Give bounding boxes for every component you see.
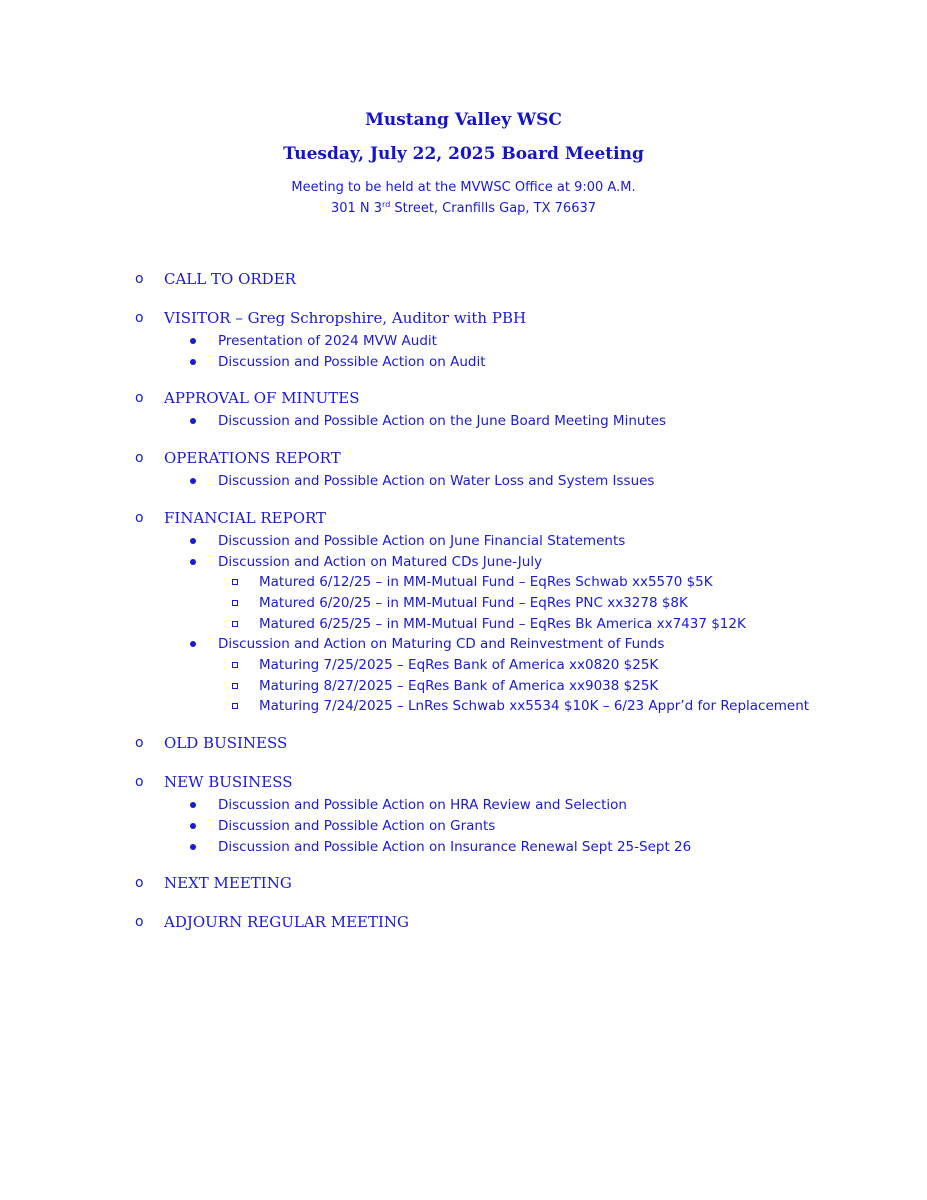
- square-bullet-icon: [232, 579, 238, 585]
- agenda-item: [0, 533, 927, 551]
- agenda-item-text: Discussion and Action on Matured CDs June-July: [218, 553, 543, 570]
- meeting-title: Tuesday, July 22, 2025 Board Meeting: [283, 144, 644, 164]
- agenda-item: [0, 333, 927, 351]
- section-marker-icon: o: [135, 450, 144, 467]
- address-line: [0, 202, 927, 215]
- bullet-icon: [190, 559, 196, 565]
- square-bullet-icon: [232, 662, 238, 668]
- location-line: Meeting to be held at the MVWSC Office at 9:00 A.M.: [291, 180, 636, 195]
- section-marker-icon: o: [135, 271, 144, 287]
- agenda-subitem: [0, 616, 927, 634]
- agenda-subitem-text: Maturing 7/25/2025 – EqRes Bank of America xx0820 $25K: [259, 657, 659, 673]
- bullet-icon: [190, 338, 196, 344]
- section-title: APPROVAL OF MINUTES: [164, 389, 360, 408]
- bullet-icon: [190, 844, 196, 850]
- address-pre: 301 N 3: [330, 201, 383, 216]
- agenda-item: [0, 554, 927, 572]
- section-marker-icon: o: [135, 914, 144, 931]
- section-marker-icon: o: [135, 509, 144, 526]
- section-title: NEW BUSINESS: [164, 773, 293, 792]
- agenda-item-text: Presentation of 2024 MVW Audit: [218, 333, 437, 349]
- section-title: ADJOURN REGULAR MEETING: [164, 913, 410, 932]
- agenda-item-text: Discussion and Possible Action on Water Loss and System Issues: [218, 473, 655, 490]
- section-marker-icon: o: [135, 875, 144, 892]
- square-bullet-icon: [232, 600, 238, 606]
- agenda-item: [0, 797, 927, 815]
- bullet-icon: [190, 538, 196, 544]
- section-marker-icon: o: [135, 735, 144, 752]
- bullet-icon: [190, 359, 196, 365]
- agenda-subitem-text: Matured 6/25/25 – in MM-Mutual Fund – EqRes Bk America xx7437 $12K: [259, 615, 746, 632]
- section-title: NEXT MEETING: [164, 874, 292, 893]
- square-bullet-icon: [232, 703, 238, 709]
- section-marker-icon: o: [135, 390, 144, 407]
- agenda-subitem: [0, 574, 927, 592]
- agenda-subitem-text: Matured 6/12/25 – in MM-Mutual Fund – EqRes Schwab xx5570 $5K: [259, 574, 713, 591]
- agenda-subitem-text: Maturing 8/27/2025 – EqRes Bank of America xx9038 $25K: [259, 677, 659, 694]
- bullet-icon: [190, 418, 196, 424]
- agenda-item-text: Discussion and Possible Action on June Financial Statements: [218, 532, 626, 549]
- agenda-item: [0, 473, 927, 491]
- agenda-subitem-text: Matured 6/20/25 – in MM-Mutual Fund – EqRes PNC xx3278 $8K: [259, 594, 688, 611]
- agenda-item-text: Discussion and Possible Action on Insurance Renewal Sept 25-Sept 26: [218, 838, 692, 855]
- agenda-subitem: [0, 595, 927, 613]
- agenda-subitem: [0, 698, 927, 716]
- address-post: Street, Cranfills Gap, TX 76637: [390, 201, 597, 216]
- address-ordinal: rd: [382, 200, 391, 209]
- agenda-item-text: Discussion and Possible Action on Grants: [218, 817, 496, 834]
- section-title: CALL TO ORDER: [164, 270, 296, 288]
- section-title: VISITOR – Greg Schropshire, Auditor with PBH: [164, 309, 527, 327]
- agenda-subitem: [0, 678, 927, 696]
- square-bullet-icon: [232, 621, 238, 627]
- bullet-icon: [190, 823, 196, 829]
- agenda-subitem-text: Maturing 7/24/2025 – LnRes Schwab xx5534 $10K – 6/23 Appr’d for Replacement: [259, 698, 810, 715]
- agenda-item-text: Discussion and Possible Action on HRA Review and Selection: [218, 797, 627, 814]
- square-bullet-icon: [232, 683, 238, 689]
- section-title: FINANCIAL REPORT: [164, 508, 327, 527]
- bullet-icon: [190, 641, 196, 647]
- agenda-item-text: Discussion and Action on Maturing CD and Reinvestment of Funds: [218, 636, 665, 653]
- agenda-item: [0, 354, 927, 372]
- bullet-icon: [190, 478, 196, 484]
- bullet-icon: [190, 802, 196, 808]
- agenda-item: [0, 636, 927, 654]
- org-name: Mustang Valley WSC: [365, 110, 562, 130]
- section-marker-icon: o: [135, 774, 144, 791]
- agenda-item: [0, 818, 927, 836]
- section-title: OPERATIONS REPORT: [164, 449, 341, 468]
- agenda-item: [0, 839, 927, 857]
- agenda-subitem: [0, 657, 927, 675]
- agenda-item: [0, 413, 927, 431]
- section-title: OLD BUSINESS: [164, 734, 288, 753]
- agenda-item-text: Discussion and Possible Action on Audit: [218, 353, 486, 370]
- agenda-item-text: Discussion and Possible Action on the June Board Meeting Minutes: [218, 413, 667, 430]
- section-marker-icon: o: [135, 310, 144, 326]
